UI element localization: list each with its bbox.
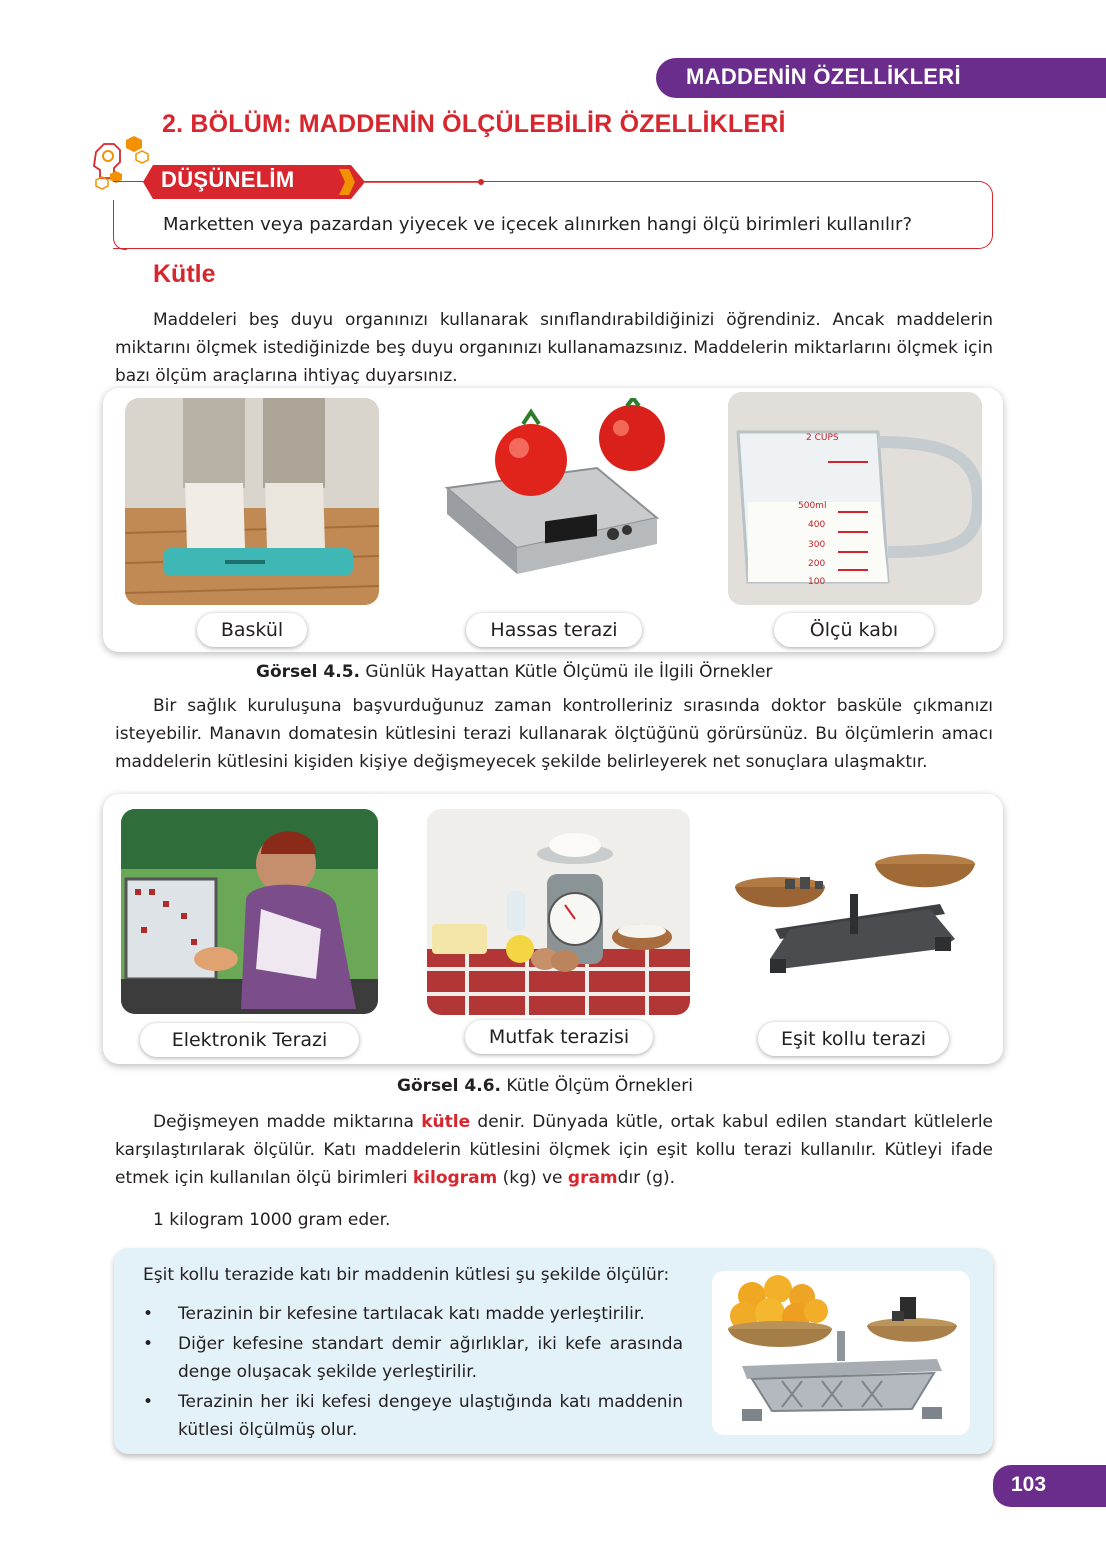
precision-scale-photo <box>427 398 681 605</box>
info-bullet-list <box>143 1300 683 1446</box>
paragraph-2: Bir sağlık kuruluşuna başvurduğunuz zaman kontrolleriniz sırasında doktor basküle çıkmanızı isteyebilir. Manavın domatesin kütlesini terazi kullanarak ölçtüğünü görürsünüz. Bu ölçümlerin amacı maddelerin kütlesini kişiden kişiye değişmeyecek şekilde belirleyerek net sonuçlara ulaşmaktır. <box>115 696 993 772</box>
cup-ml-text: 500ml <box>798 501 827 511</box>
kutle-heading: Kütle <box>153 260 216 288</box>
info-bullet: • Terazinin her iki kefesi dengeye ulaştığında katı maddenin kütlesi ölçülmüş olur. <box>143 1388 683 1444</box>
figure-4-5-caption-number: Görsel 4.5. <box>256 662 360 682</box>
kutle-paragraph-1: Maddeleri beş duyu organınızı kullanarak sınıflandırabildiğinizi öğrendiniz. Ancak maddelerin miktarını ölçmek istediğinizde beş duyu organınızı kullanamazsınız. Maddelerin miktarlarını ölçmek için bazı ölçüm araçlarına ihtiyaç duyarsınız. <box>115 310 993 386</box>
think-label-text: DÜŞÜNELİM <box>161 167 295 192</box>
figure-4-6-caption <box>397 1076 693 1096</box>
think-label <box>143 165 365 199</box>
paragraph-4: 1 kilogram 1000 gram eder. <box>153 1210 391 1230</box>
kitchen-scale-photo <box>427 809 690 1015</box>
label-baskul: Baskül <box>197 613 307 647</box>
info-bullet: • Terazinin bir kefesine tartılacak katı madde yerleştirilir. <box>143 1300 683 1328</box>
info-bullet: • Diğer kefesine standart demir ağırlıklar, iki kefe arasında denge oluşacak şekilde yerleştirilir. <box>143 1330 683 1386</box>
p3-text-4: dır (g). <box>617 1168 676 1188</box>
unit-banner <box>656 58 1106 98</box>
p3-text-1: Değişmeyen madde miktarına <box>153 1112 422 1132</box>
label-hassas-terazi: Hassas terazi <box>466 613 642 647</box>
page-number: 103 <box>1011 1473 1047 1496</box>
balance-with-fruit-photo <box>712 1271 970 1435</box>
label-olcu-kabi: Ölçü kabı <box>774 613 934 647</box>
cup-mark-100: 100 <box>808 577 826 587</box>
cup-mark-300: 300 <box>808 540 826 550</box>
cup-mark-200: 200 <box>808 559 826 569</box>
think-question: Marketten veya pazardan yiyecek ve içecek alınırken hangi ölçü birimleri kullanılır? <box>163 214 913 235</box>
term-kilogram: kilogram <box>412 1168 498 1188</box>
balance-scale-photo <box>730 809 985 1013</box>
term-gram: gram <box>567 1168 618 1188</box>
paragraph-3 <box>115 1108 993 1192</box>
label-elektronik-terazi: Elektronik Terazi <box>140 1023 359 1057</box>
figure-4-5-caption-text: Günlük Hayattan Kütle Ölçümü ile İlgili Örnekler <box>359 662 773 682</box>
p3-text-2: denir. Dünyada kütle, ortak kabul edilen standart kütlelerle karşılaştırılarak ölçülür. Katı maddelerin kütlesini ölçmek için eşit kollu terazi kullanılır. Kütleyi ifade etmek için kullanılan ölçü birimleri <box>115 1112 993 1188</box>
label-esit-kollu-terazi: Eşit kollu terazi <box>758 1022 949 1056</box>
p3-text-3: (kg) ve <box>497 1168 568 1188</box>
cup-mark-400: 400 <box>808 520 826 530</box>
info-intro: Eşit kollu terazide katı bir maddenin kütlesi şu şekilde ölçülür: <box>143 1265 670 1285</box>
think-dot-line <box>365 178 485 186</box>
label-mutfak-terazisi: Mutfak terazisi <box>465 1020 653 1054</box>
unit-title: MADDENİN ÖZELLİKLERİ <box>686 64 961 89</box>
cup-top-text: 2 CUPS <box>806 433 839 443</box>
electronic-scale-photo <box>121 809 378 1014</box>
measuring-cup-photo <box>728 392 982 605</box>
section-title: 2. BÖLÜM: MADDENİN ÖLÇÜLEBİLİR ÖZELLİKLERİ <box>162 110 786 138</box>
page-number-tab <box>993 1465 1106 1507</box>
figure-4-5-caption <box>256 662 772 682</box>
figure-4-6-caption-text: Kütle Ölçüm Örnekleri <box>500 1076 693 1096</box>
term-kutle: kütle <box>421 1112 471 1132</box>
figure-4-6-caption-number: Görsel 4.6. <box>397 1076 501 1096</box>
bathroom-scale-photo <box>125 398 379 605</box>
